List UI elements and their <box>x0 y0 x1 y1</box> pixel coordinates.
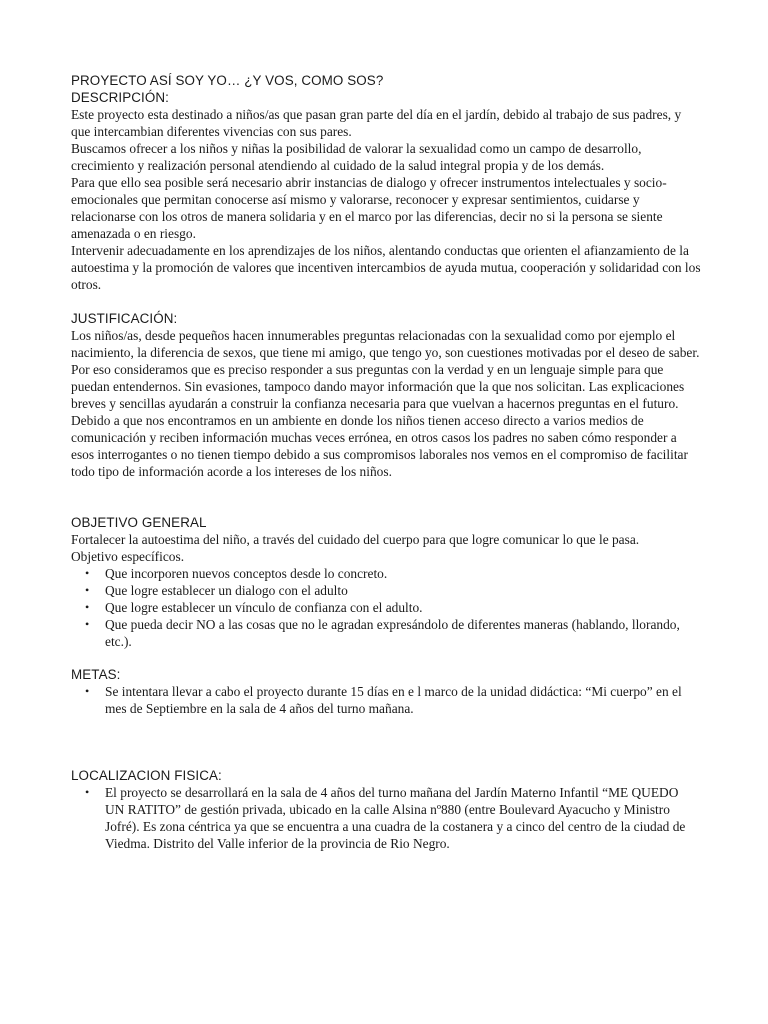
spacer <box>71 480 701 514</box>
objetivos-especificos-list <box>71 565 701 650</box>
bullet-icon: • <box>85 684 90 698</box>
justificacion-heading: JUSTIFICACIÓN: <box>71 311 178 326</box>
bullet-icon: • <box>85 600 90 614</box>
spacer <box>71 293 701 310</box>
justificacion-paragraph: Debido a que nos encontramos en un ambiente en donde los niños tienen acceso directo a varios medios de comunicación y reciben información muchas veces errónea, en otros casos los padres no saben cómo responder a esos interrogantes o no tienen tiempo debido a sus compromisos laborales nos vemos en el compromiso de facilitar todo tipo de información acorde a los intereses de los niños. <box>71 413 688 479</box>
bullet-icon: • <box>85 617 90 631</box>
descripcion-paragraph: Buscamos ofrecer a los niños y niñas la posibilidad de valorar la sexualidad como un campo de desarrollo, crecimiento y realización personal atendiendo al cuidado de la salud integral propia y de los demás. <box>71 141 642 173</box>
bullet-icon: • <box>85 583 90 597</box>
spacer <box>71 650 701 666</box>
localizacion-list <box>71 784 701 852</box>
spacer <box>71 717 701 751</box>
document-page <box>71 72 701 852</box>
descripcion-heading: DESCRIPCIÓN: <box>71 90 169 105</box>
objetivo-general-text: Fortalecer la autoestima del niño, a través del cuidado del cuerpo para que logre comunicar lo que le pasa. <box>71 532 640 547</box>
list-item: • Que pueda decir NO a las cosas que no le agradan expresándolo de diferentes maneras (hablando, llorando, etc.). <box>85 617 680 649</box>
document-title: PROYECTO ASÍ SOY YO… ¿Y VOS, COMO SOS? <box>71 73 384 88</box>
list-item: • Que logre establecer un vínculo de confianza con el adulto. <box>85 600 423 615</box>
justificacion-paragraph: Los niños/as, desde pequeños hacen innumerables preguntas relacionadas con la sexualidad como por ejemplo el nacimiento, la diferencia de sexos, que tiene mi amigo, que tengo yo, son cuestiones motivadas por el deseo de saber. Por eso consideramos que es preciso responder a sus preguntas con la verdad y en un lenguaje simple para que puedan entendernos. Sin evasiones, tampoco dando mayor información que la que nos solicitan. Las explicaciones breves y sencillas ayudarán a construir la confianza necesaria para que vuelvan a hacernos preguntas en el futuro. <box>71 328 700 411</box>
objetivos-especificos-heading: Objetivo específicos. <box>71 549 185 564</box>
descripcion-paragraph: Intervenir adecuadamente en los aprendizajes de los niños, alentando conductas que orienten el afianzamiento de la autoestima y la promoción de valores que incentiven intercambios de ayuda mutua, cooperación y solidaridad con los otros. <box>71 243 701 292</box>
list-item: • El proyecto se desarrollará en la sala de 4 años del turno mañana del Jardín Materno Infantil “ME QUEDO UN RATITO” de gestión privada, ubicado en la calle Alsina nº880 (entre Boulevard Ayacucho y Ministro Jofré). Es zona céntrica ya que se encuentra a una cuadra de la costanera y a cinco del centro de la ciudad de Viedma. Distrito del Valle inferior de la provincia de Rio Negro. <box>85 785 686 851</box>
spacer <box>71 751 701 767</box>
metas-list <box>71 683 701 717</box>
bullet-icon: • <box>85 566 90 580</box>
descripcion-paragraph: Este proyecto esta destinado a niños/as que pasan gran parte del día en el jardín, debido al trabajo de sus padres, y que intercambian diferentes vivencias con sus pares. <box>71 107 682 139</box>
descripcion-paragraph: Para que ello sea posible será necesario abrir instancias de dialogo y ofrecer instrumentos intelectuales y socio- emocionales que permitan conocerse así mismo y valorarse, reconocer y expresar sentimientos, cuidarse y relacionarse con los otros de manera solidaria y en el marco por las diferencias, decir no si la persona se siente amenazada o en riesgo. <box>71 175 667 241</box>
list-item: • Que logre establecer un dialogo con el adulto <box>85 583 348 598</box>
list-item: • Se intentara llevar a cabo el proyecto durante 15 días en e l marco de la unidad didáctica: “Mi cuerpo” en el mes de Septiembre en la sala de 4 años del turno mañana. <box>85 684 682 716</box>
list-item: • Que incorporen nuevos conceptos desde lo concreto. <box>85 566 388 581</box>
metas-heading: METAS: <box>71 667 121 682</box>
objetivo-general-heading: OBJETIVO GENERAL <box>71 515 207 530</box>
localizacion-heading: LOCALIZACION FISICA: <box>71 768 222 783</box>
bullet-icon: • <box>85 785 90 799</box>
